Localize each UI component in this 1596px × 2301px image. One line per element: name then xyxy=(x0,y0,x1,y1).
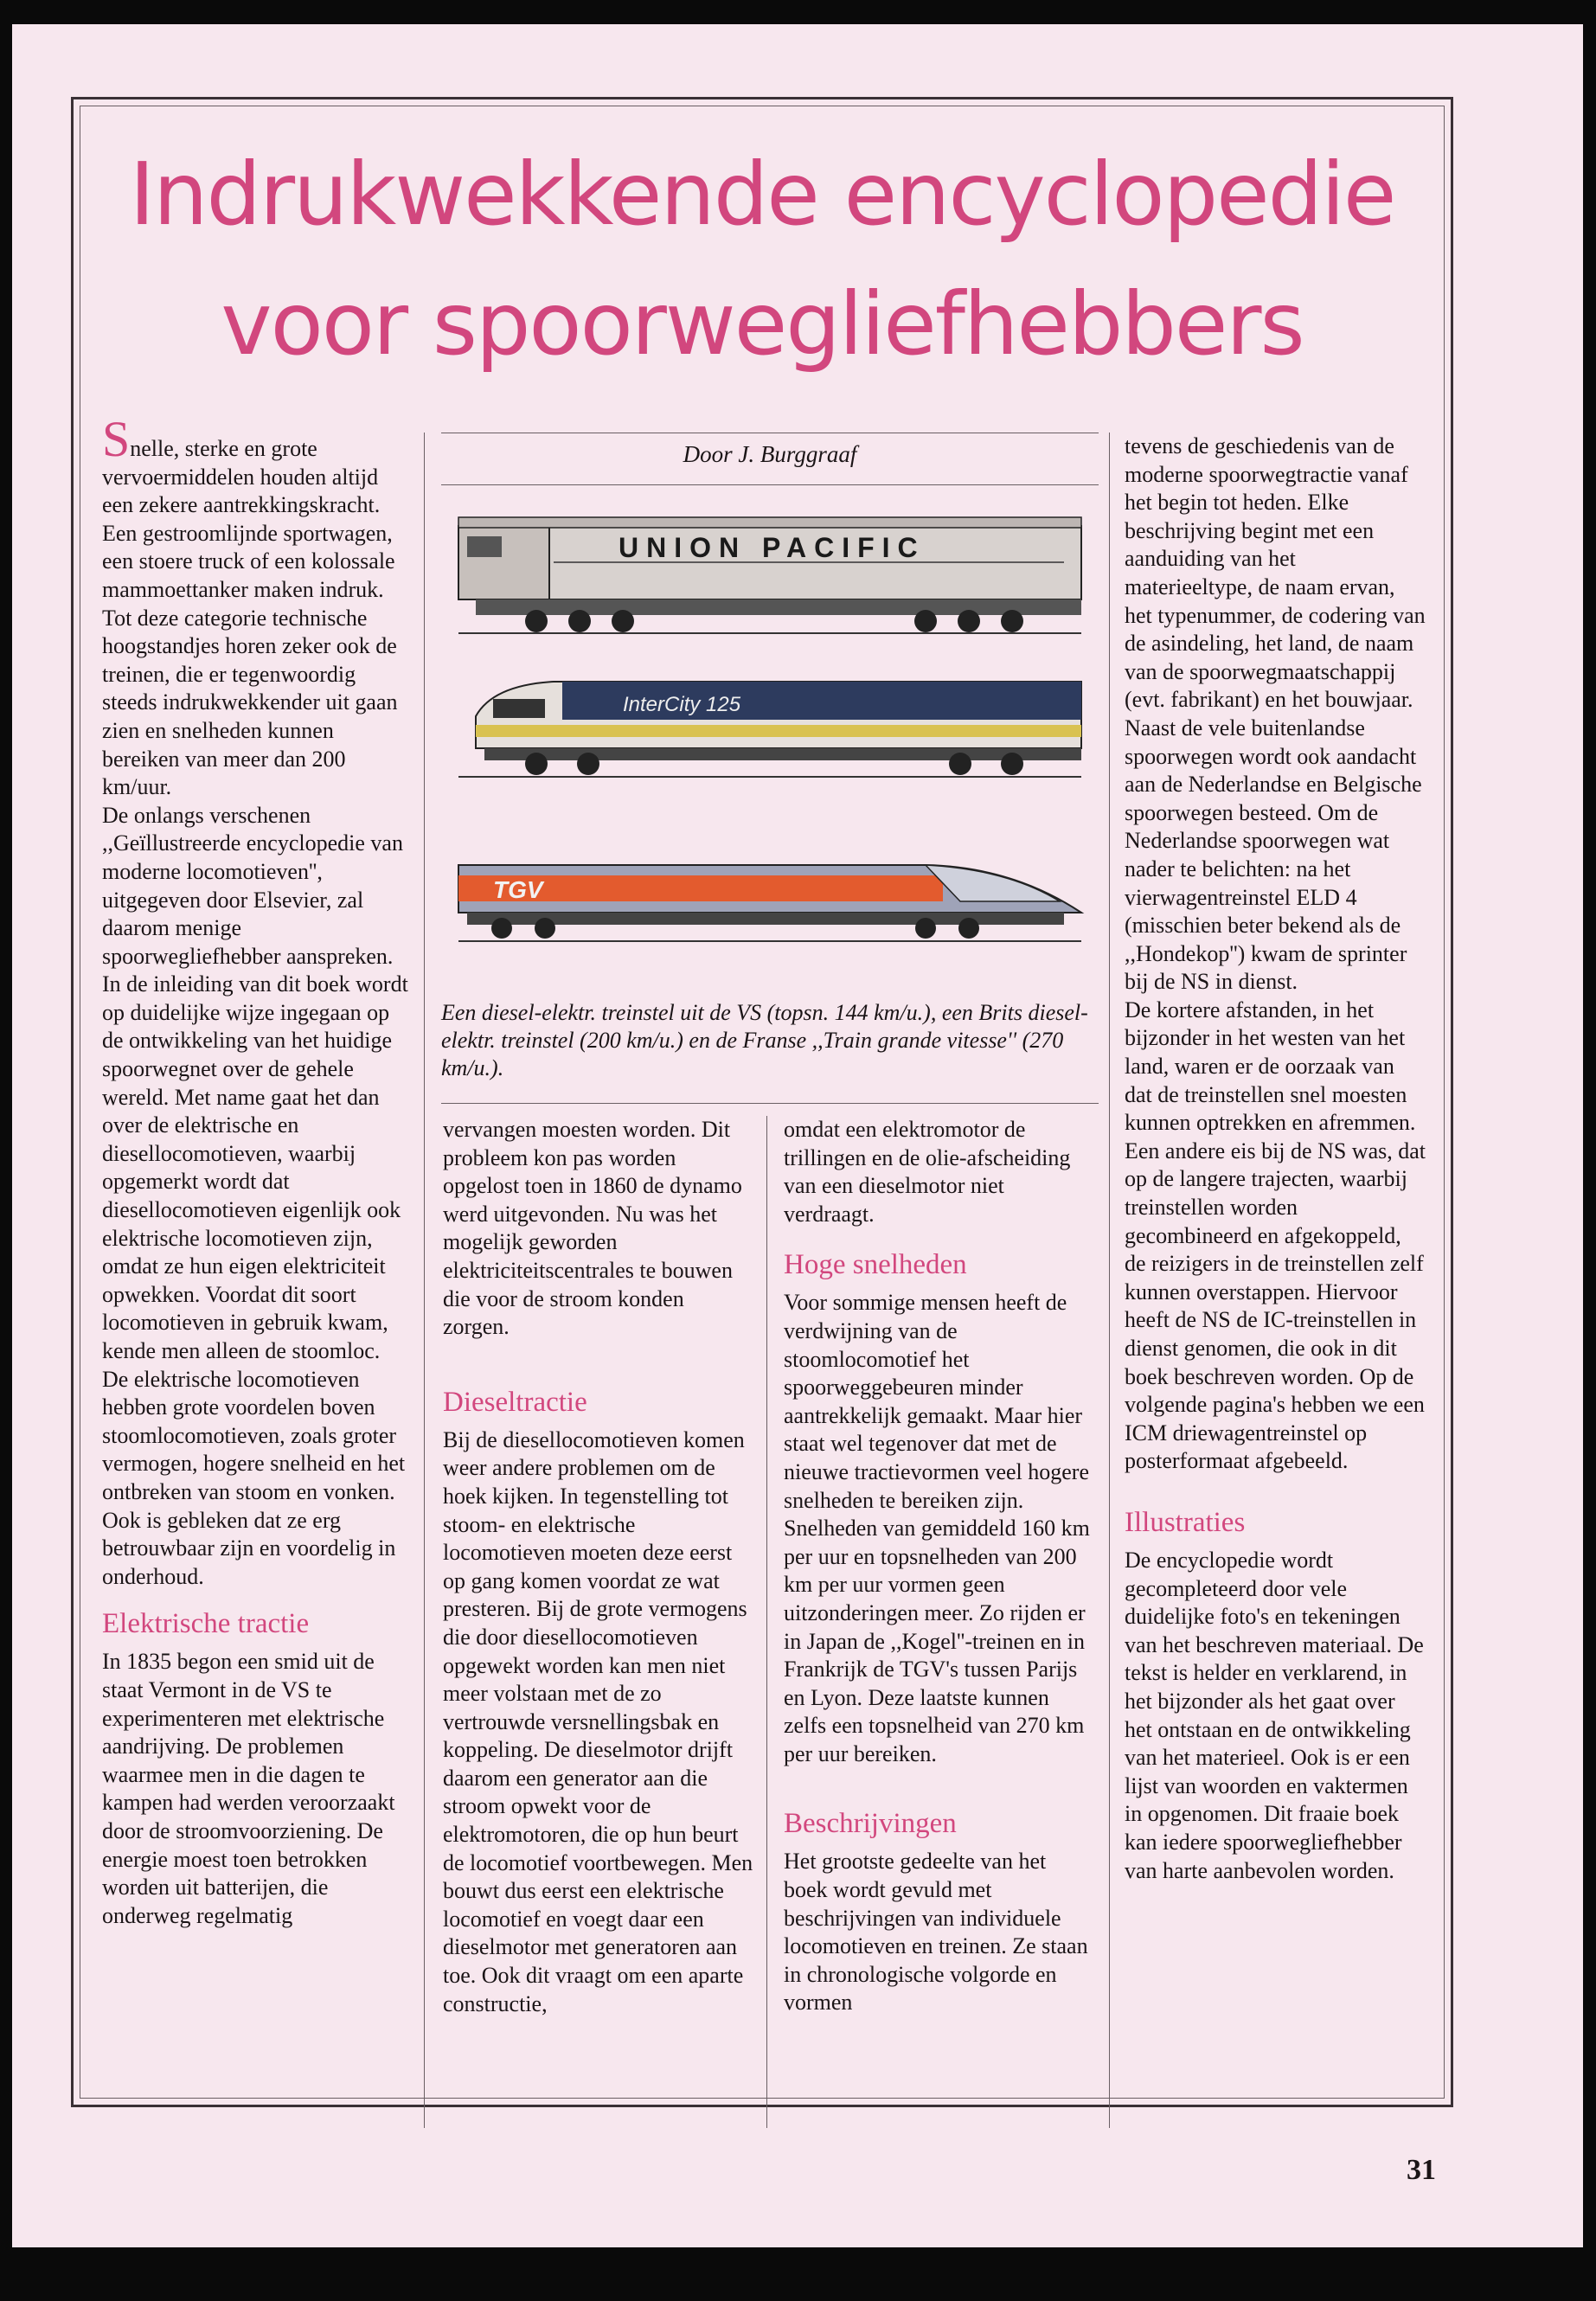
section-heading-hoge-snelheden: Hoge snelheden xyxy=(784,1249,967,1281)
page-number: 31 xyxy=(1407,2154,1436,2186)
column-divider xyxy=(1109,433,1110,2128)
paragraph: vervangen moesten worden. Dit probleem kon pas worden opgelost toen in 1860 de dynamo werd uitgevonden. Nu was het mogelijk geworden elektriciteitscentrales te bouwen die voor de stroom konden zorgen. xyxy=(443,1117,742,1340)
column-2 xyxy=(443,1116,754,2018)
intro-paragraph: Snelle, sterke en grote vervoermiddelen houden altijd een zekere aantrekkingskracht. Een gestroomlijnde sportwagen, een stoere truck of een kolossale mammoettanker maken indruk. Tot deze categorie technische hoogstandjes horen zeker ook de treinen, die er tegenwoordig steeds indrukwekkender uit gaan zien en snelheden kunnen bereiken van meer dan 200 km/uur. xyxy=(102,411,398,800)
paragraph: In 1835 begon een smid uit de staat Vermont in de VS te experimenteren met elektrische aandrijving. De problemen waarmee men in die dagen te kampen had werden veroorzaakt door de stroomvoorziening. De energie moest toen betrokken worden uit batterijen, die onderweg regelmatig xyxy=(102,1649,395,1928)
intercity-lettering: InterCity 125 xyxy=(623,693,741,716)
caption-rule xyxy=(441,1103,1099,1104)
section-heading-illustraties: Illustraties xyxy=(1125,1506,1246,1538)
intercity-125-train xyxy=(458,682,1081,777)
paragraph: tevens de geschiedenis van de moderne spoorwegtractie vanaf het begin tot heden. Elke beschrijving begint met een aanduiding van het materieeltype, de naam ervan, het typenummer, de codering van de asindeling, het land, de naam van de spoorwegmaatschappij (evt. fabrikant) en het bouwjaar. xyxy=(1125,433,1426,713)
title-line-2: voor spoorwegliefhebbers xyxy=(221,273,1304,375)
drop-cap: S xyxy=(102,411,131,467)
paragraph: De onlangs verschenen ,,Geïllustreerde encyclopedie van moderne locomotieven'', uitgegeven door Elsevier, zal daarom menige spoorwegliefhebber aanspreken. In de inleiding van dit boek wordt op duidelijke wijze ingegaan op de ontwikkeling van het huidige spoorwegnet over de gehele wereld. Met name gaat het dan over de elektrische en diesellocomotieven, waarbij opgemerkt wordt dat diesellocomotieven eigenlijk ook elektrische locomotieven zijn, omdat ze hun eigen elektriciteit opwekken. Voordat dit soort locomotieven in gebruik kwam, kende men alleen de stoomloc. De elektrische locomotieven hebben grote voordelen boven stoomlocomotieven, zoals groter vermogen, hogere snelheid en het ontbreken van stoom en vonken. Ook is gebleken dat ze erg betrouwbaar zijn en voordelig in onderhoud. xyxy=(102,802,408,1589)
paragraph: Bij de diesellocomotieven komen weer andere problemen om de hoek kijken. In tegenstelling tot stoom- en elektrische locomotieven moeten deze eerst op gang komen voordat ze wat presteren. Bij de grote vermogens die door diesellocomotieven opgewekt worden kan men niet meer volstaan met de zo vertrouwde versnellingsbak en koppeling. De dieselmotor drijft daarom een generator aan die stroom opwekt voor de elektromotoren, die op hun beurt de locomotief voortbewegen. Men bouwt dus eerst een elektrische locomotief en voegt daar een dieselmotor met generatoren aan toe. Ook dit vraagt om een aparte constructie, xyxy=(443,1426,753,2016)
union-pacific-lettering: UNION PACIFIC xyxy=(619,532,926,563)
column-divider xyxy=(766,1116,767,2128)
paragraph: omdat een elektromotor de trillingen en de olie-afscheiding van een dieselmotor niet verdraagt. xyxy=(784,1117,1071,1227)
paragraph: De kortere afstanden, in het bijzonder in het westen van het land, waren er de oorzaak van dat de treinstellen snel moesten kunnen optrekken en afremmen. Een andere eis bij de NS was, dat op de langere trajecten, waarbij treinstellen worden gecombineerd en afgekoppeld, de reizigers in de treinstellen zelf kunnen overstappen. Hiervoor heeft de NS de IC-treinstellen in dienst genomen, die ook in dit boek beschreven worden. Op de volgende pagina's hebben we een ICM driewagentreinstel op posterformaat afgebeeld. xyxy=(1125,997,1426,1474)
section-heading-beschrijvingen: Beschrijvingen xyxy=(784,1808,957,1840)
tgv-lettering: TGV xyxy=(493,876,543,903)
byline-rule-bottom xyxy=(441,484,1099,485)
title-line-1: Indrukwekkende encyclopedie xyxy=(129,144,1395,245)
column-1 xyxy=(102,411,410,1930)
byline: Door J. Burggraaf xyxy=(683,441,857,467)
section-heading-elektrische-tractie: Elektrische tractie xyxy=(102,1608,310,1640)
paragraph: Naast de vele buitenlandse spoorwegen wordt ook aandacht aan de Nederlandse en Belgische spoorwegen besteed. Om de Nederlandse spoorwegen wat nader te belichten: na het vierwagentreinstel ELD 4 (misschien beter bekend als de ,,Hondekop'') kwam de sprinter bij de NS in dienst. xyxy=(1125,715,1422,995)
paragraph: De encyclopedie wordt gecompleteerd door vele duidelijke foto's en tekeningen van het beschreven materiaal. De tekst is helder en verklarend, in het bijzonder als het gaat over het ontstaan en de ontwikkeling van het materieel. Ook is er een lijst van woorden en vaktermen in opgenomen. Dit fraaie boek kan iedere spoorwegliefhebber van harte aanbevolen worden. xyxy=(1125,1547,1424,1883)
paragraph: Voor sommige mensen heeft de verdwijning van de stoomlocomotief het spoorweggebeuren minder aantrekkelijk gemaakt. Maar hier staat wel tegenover dat met de nieuwe tractievormen veel hogere snelheden te bereiken zijn. Snelheden van gemiddeld 160 km per uur en topsnelheden van 200 km per uur vormen geen uitzonderingen meer. Zo rijden er in Japan de ,,Kogel''-treinen en in Frankrijk de TGV's tussen Parijs en Lyon. Deze laatste kunnen zelfs een topsnelheid van 270 km per uur bereiken. xyxy=(784,1290,1090,1766)
trains-illustration xyxy=(441,502,1099,990)
paragraph: Het grootste gedeelte van het boek wordt gevuld met beschrijvingen van individuele locomotieven en treinen. Ze staan in chronologische volgorde en vormen xyxy=(784,1849,1088,2016)
column-divider xyxy=(424,433,425,2128)
column-4 xyxy=(1125,433,1427,1885)
union-pacific-locomotive xyxy=(458,517,1081,633)
illustration-caption: Een diesel-elektr. treinstel uit de VS (topsn. 144 km/u.), een Brits diesel-elektr. treinstel (200 km/u.) en de Franse ,,Train grande vitesse'' (270 km/u.). xyxy=(441,1000,1088,1080)
article-title xyxy=(80,130,1445,389)
section-heading-dieseltractie: Dieseltractie xyxy=(443,1386,587,1418)
tgv-train xyxy=(458,865,1081,941)
column-3 xyxy=(784,1116,1095,2017)
